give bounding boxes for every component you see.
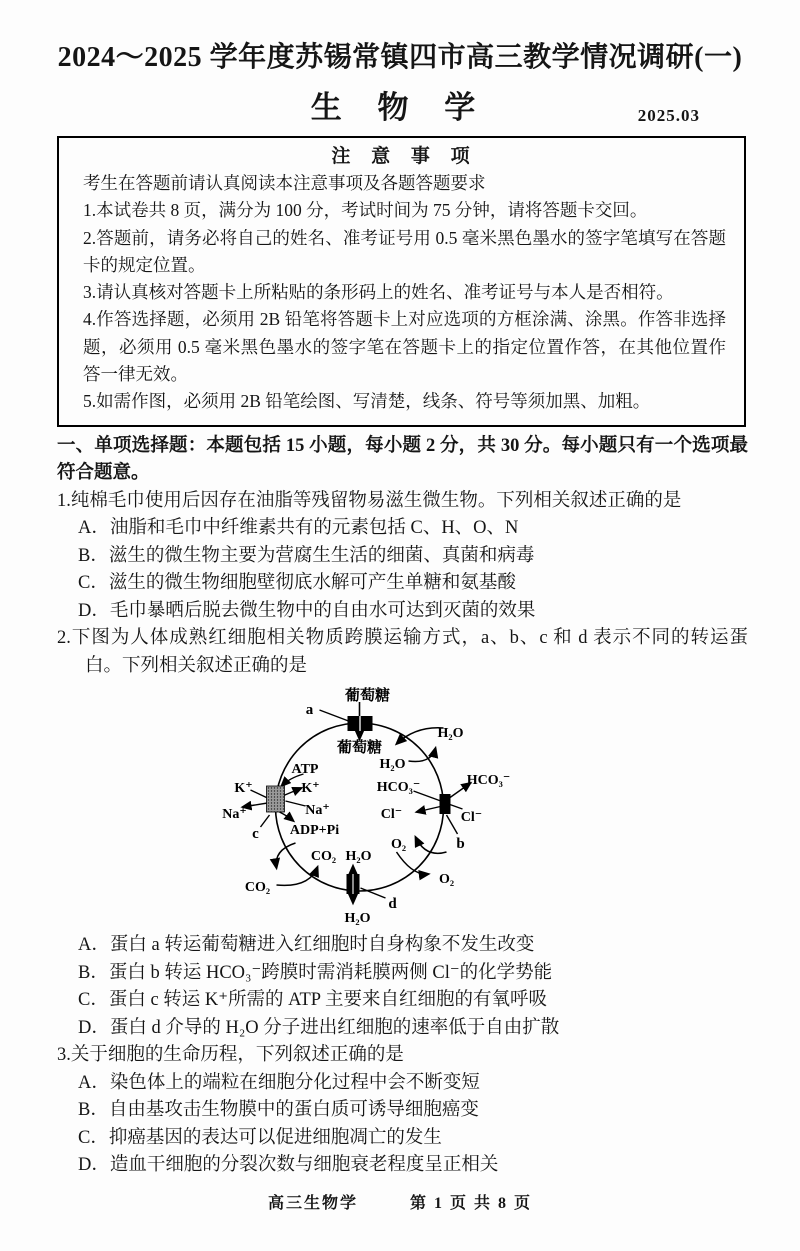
protein-b-label: b: [456, 836, 465, 853]
question-3-option-c: C．抑癌基因的表达可以促进细胞凋亡的发生: [78, 1127, 442, 1148]
subject-row: [0, 88, 800, 128]
carbon-dioxide-inside-label: CO₂: [310, 849, 337, 865]
protein-c-rect: [267, 786, 285, 812]
notice-box: [57, 136, 746, 427]
footer-page-number: 第 1 页 共 8 页: [410, 1195, 533, 1212]
notice-item-3: 3.请认真核对答题卡上所粘贴的条形码上的姓名、准考证号与本人是否相符。: [83, 282, 674, 303]
protein-a-rect: [348, 716, 373, 731]
question-1-option-c: C．滋生的微生物细胞壁彻底水解可产生单糖和氨基酸: [78, 573, 516, 594]
glucose-inside-label: 葡萄糖: [336, 740, 383, 757]
glucose-outside-label: 葡萄糖: [344, 688, 391, 705]
adp-pi-label: ADP+Pi: [289, 823, 340, 839]
exam-date: 2025.03: [637, 106, 700, 125]
footer-subject: 高三生物学: [267, 1195, 358, 1212]
membrane-transport-svg: [217, 682, 517, 932]
bicarbonate-outside-label: HCO₃⁻: [466, 773, 511, 789]
protein-a-label: a: [305, 702, 314, 719]
notice-intro: 考生在答题前请认真阅读本注意事项及各题答题要求: [83, 173, 486, 193]
protein-b-rect: [440, 794, 451, 814]
question-2-option-a: A．蛋白 a 转运葡萄糖进入红细胞时自身构象不发生改变: [78, 935, 535, 956]
question-3-option-a: A．染色体上的端粒在细胞分化过程中会不断变短: [78, 1072, 480, 1093]
question-1-option-a: A．油脂和毛巾中纤维素共有的元素包括 C、H、O、N: [78, 518, 519, 539]
exam-title: 2024～2025 学年度苏锡常镇四市高三教学情况调研(一): [57, 42, 743, 73]
question-1: [57, 488, 748, 626]
water-outside-bottom-label: H₂O: [344, 911, 371, 927]
oxygen-outside-label: O₂: [438, 872, 455, 888]
subject-title: 生 物 学: [310, 90, 490, 125]
protein-d-rect: [347, 874, 360, 894]
notice-title: 注 意 事 项: [331, 146, 478, 167]
atp-label: ATP: [291, 762, 319, 778]
question-1-stem: 1.纯棉毛巾使用后因存在油脂等残留物易滋生微生物。下列相关叙述正确的是: [57, 490, 682, 511]
chloride-inside-label: Cl⁻: [380, 807, 403, 823]
potassium-outside-label: K⁺: [234, 781, 253, 797]
question-2-option-c: C．蛋白 c 转运 K⁺所需的 ATP 主要来自红细胞的有氧呼吸: [78, 990, 548, 1011]
notice-item-1: 1.本试卷共 8 页，满分为 100 分，考试时间为 75 分钟，请将答题卡交回。: [83, 200, 648, 221]
question-2: [57, 625, 748, 1042]
protein-d-label: d: [388, 896, 397, 913]
question-2-option-d: D．蛋白 d 介导的 H₂O 分子进出红细胞的速率低于自由扩散: [78, 1017, 560, 1038]
question-3-stem: 3.关于细胞的生命历程，下列叙述正确的是: [57, 1045, 404, 1066]
section-header: 一、单项选择题：本题包括 15 小题，每小题 2 分，共 30 分。每小题只有一个选项最符合题意。: [57, 435, 748, 484]
potassium-inside-label: K⁺: [301, 781, 320, 797]
page-footer: [0, 1190, 800, 1213]
question-3: [57, 1042, 748, 1180]
chloride-outside-label: Cl⁻: [460, 810, 483, 826]
protein-c-label: c: [252, 826, 259, 843]
water-inside-bottom-label: H₂O: [345, 849, 372, 865]
bicarbonate-inside-label: HCO₃⁻: [376, 780, 421, 796]
question-2-option-b: B．蛋白 b 转运 HCO₃⁻跨膜时需消耗膜两侧 Cl⁻的化学势能: [78, 962, 553, 983]
notice-item-4: 4.作答选择题，必须用 2B 铅笔将答题卡上对应选项的方框涂满、涂黑。作答非选择题，必须用 0.5 毫米黑色墨水的签字笔在答题卡上的指定位置作答，在其他位置作答一律无效。: [83, 309, 726, 385]
sodium-inside-label: Na⁺: [305, 803, 330, 819]
question-1-option-b: B．滋生的微生物主要为营腐生生活的细菌、真菌和病毒: [78, 545, 535, 566]
question-2-stem: 2.下图为人体成熟红细胞相关物质跨膜运输方式，a、b、c 和 d 表示不同的转运蛋白。下列相关叙述正确的是: [57, 628, 748, 676]
notice-item-5: 5.如需作图，必须用 2B 铅笔绘图、写清楚，线条、符号等须加黑、加粗。: [83, 391, 651, 412]
question-1-option-d: D．毛巾暴晒后脱去微生物中的自由水可达到灭菌的效果: [78, 600, 536, 621]
water-outside-top-label: H₂O: [437, 726, 464, 742]
oxygen-inside-label: O₂: [390, 837, 407, 853]
question-3-option-b: B．自由基攻击生物膜中的蛋白质可诱导细胞癌变: [78, 1100, 479, 1121]
water-inside-top-label: H₂O: [379, 757, 406, 773]
question-3-option-d: D．造血干细胞的分裂次数与细胞衰老程度呈正相关: [78, 1155, 499, 1176]
membrane-transport-diagram: [217, 682, 517, 932]
sodium-outside-label: Na⁺: [222, 807, 247, 823]
notice-item-2: 2.答题前，请务必将自己的姓名、准考证号用 0.5 毫米黑色墨水的签字笔填写在答题卡的规定位置。: [83, 227, 726, 275]
carbon-dioxide-outside-label: CO₂: [244, 880, 271, 896]
